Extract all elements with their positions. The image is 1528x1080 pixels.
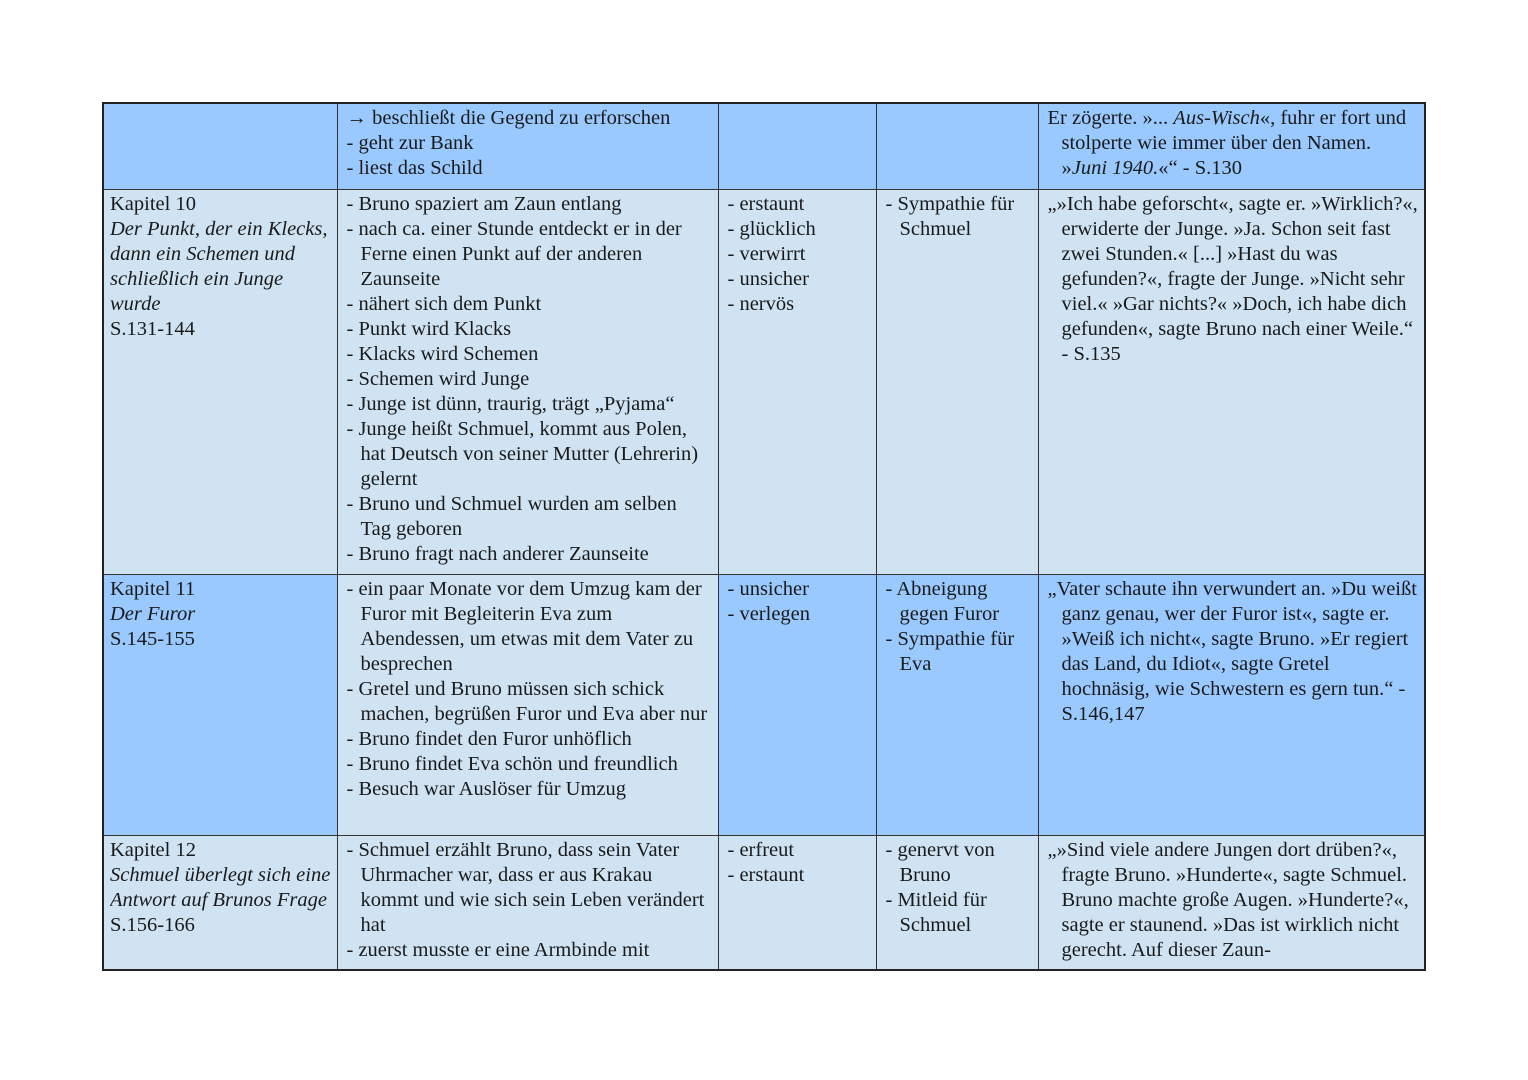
list-item: - ein paar Monate vor dem Umzug kam der Furor mit Begleiterin Eva zum Abendessen, um etwas mit dem Vater zu besprechen — [346, 577, 702, 675]
quote-cell — [1038, 835, 1425, 970]
chapter-cell — [103, 835, 337, 970]
relations-cell — [876, 835, 1038, 970]
relations-cell — [876, 189, 1038, 574]
relations-cell — [876, 574, 1038, 835]
list-item: - Mitleid für Schmuel — [885, 888, 987, 936]
list-item: - Junge heißt Schmuel, kommt aus Polen, hat Deutsch von seiner Mutter (Lehrerin) gelernt — [346, 417, 699, 490]
list-item: - genervt von Bruno — [885, 838, 995, 886]
quote-cell — [1038, 574, 1425, 835]
list-item: - Junge ist dünn, traurig, trägt „Pyjama“ — [346, 392, 675, 415]
list-item: - liest das Schild — [346, 157, 483, 179]
chapter-pages: S.131-144 — [110, 317, 195, 340]
list-item: - Klacks wird Schemen — [346, 342, 539, 365]
events-cell — [337, 574, 718, 835]
feelings-cell — [718, 103, 876, 189]
feelings-cell — [718, 574, 876, 835]
table-row — [103, 835, 1425, 970]
relations-cell — [876, 103, 1038, 189]
chapter-cell — [103, 103, 337, 189]
list-item: - verwirrt — [727, 242, 806, 265]
chapter-number: Kapitel 12 — [110, 838, 196, 861]
chapter-pages: S.145-155 — [110, 627, 195, 650]
chapter-number: Kapitel 11 — [110, 577, 196, 600]
feelings-cell — [718, 189, 876, 574]
list-item: - unsicher — [727, 267, 809, 290]
table-row — [103, 103, 1425, 189]
list-item: - erstaunt — [727, 863, 805, 886]
list-item: - Gretel und Bruno müssen sich schick machen, begrüßen Furor und Eva aber nur — [346, 677, 708, 725]
list-item: - Bruno fragt nach anderer Zaunseite — [346, 542, 649, 565]
list-item: - Besuch war Auslöser für Umzug — [346, 777, 627, 800]
chapter-cell — [103, 574, 337, 835]
quote-cell — [1038, 103, 1425, 189]
list-item: - nähert sich dem Punkt — [346, 292, 542, 315]
quote-text: „»Sind viele andere Jungen dort drüben?«, fragte Bruno. »Hunderte«, sagte Schmuel. Bruno machte große Augen. »Hunderte?«, sagte er staunend. »Das ist wirklich nicht gerecht. Auf dieser Zaun- — [1047, 838, 1409, 961]
list-item: - Sympathie für Schmuel — [885, 192, 1015, 240]
list-item: - zuerst musste er eine Armbinde mit — [346, 938, 650, 961]
list-item: - erfreut — [727, 838, 795, 861]
chapter-title: Der Punkt, der ein Klecks, dann ein Schemen und schließlich ein Junge wurde — [110, 217, 328, 315]
list-item: → beschließt die Gegend zu erforschen — [346, 107, 671, 129]
quote-cell — [1038, 189, 1425, 574]
list-item: - Bruno findet Eva schön und freundlich — [346, 752, 678, 775]
list-item: - glücklich — [727, 217, 816, 240]
chapter-title: Schmuel überlegt sich eine Antwort auf Brunos Frage — [110, 863, 331, 911]
events-cell — [337, 835, 718, 970]
chapter-pages: S.156-166 — [110, 913, 195, 936]
list-item: - Schemen wird Junge — [346, 367, 530, 390]
list-item: - Bruno findet den Furor unhöflich — [346, 727, 632, 750]
list-item: - Punkt wird Klacks — [346, 317, 512, 340]
list-item: - erstaunt — [727, 192, 805, 215]
quote-text: Er zögerte. »... Aus-Wisch«, fuhr er fort und stolperte wie immer über den Namen. »Juni 1940.«“ - S.130 — [1047, 107, 1407, 179]
table-row — [103, 574, 1425, 835]
list-item: - Bruno spaziert am Zaun entlang — [346, 192, 622, 215]
table-row — [103, 189, 1425, 574]
list-item: - geht zur Bank — [346, 132, 474, 154]
list-item: - nervös — [727, 292, 795, 315]
quote-text: „Vater schaute ihn verwundert an. »Du weißt ganz genau, wer der Furor ist«, sagte er. »Weiß ich nicht«, sagte Bruno. »Er regiert das Land, du Idiot«, sagte Gretel hochnäsig, wie Schwestern es gern tun.“ - S.146,147 — [1047, 577, 1417, 725]
list-item: - unsicher — [727, 577, 809, 600]
events-cell — [337, 189, 718, 574]
list-item: - Abneigung gegen Furor — [885, 577, 1000, 625]
list-item: - Bruno und Schmuel wurden am selben Tag geboren — [346, 492, 677, 540]
list-item: - nach ca. einer Stunde entdeckt er in der Ferne einen Punkt auf der anderen Zaunseite — [346, 217, 682, 290]
feelings-cell — [718, 835, 876, 970]
events-cell — [337, 103, 718, 189]
chapter-title: Der Furor — [110, 602, 196, 625]
list-item: - Schmuel erzählt Bruno, dass sein Vater Uhrmacher war, dass er aus Krakau kommt und wie sich sein Leben verändert hat — [346, 838, 705, 936]
chapter-cell — [103, 189, 337, 574]
chapter-number: Kapitel 10 — [110, 192, 196, 215]
list-item: - verlegen — [727, 602, 811, 625]
list-item: - Sympathie für Eva — [885, 627, 1015, 675]
chapter-table — [102, 102, 1426, 971]
quote-text: „»Ich habe geforscht«, sagte er. »Wirklich?«, erwiderte der Junge. »Ja. Schon seit fast zwei Stunden.« [...] »Hast du was gefunden?«, fragte der Junge. »Nicht sehr viel.« »Gar nichts?« »Doch, ich habe dich gefunden«, sagte Bruno nach einer Weile.“ - S.135 — [1047, 192, 1418, 365]
